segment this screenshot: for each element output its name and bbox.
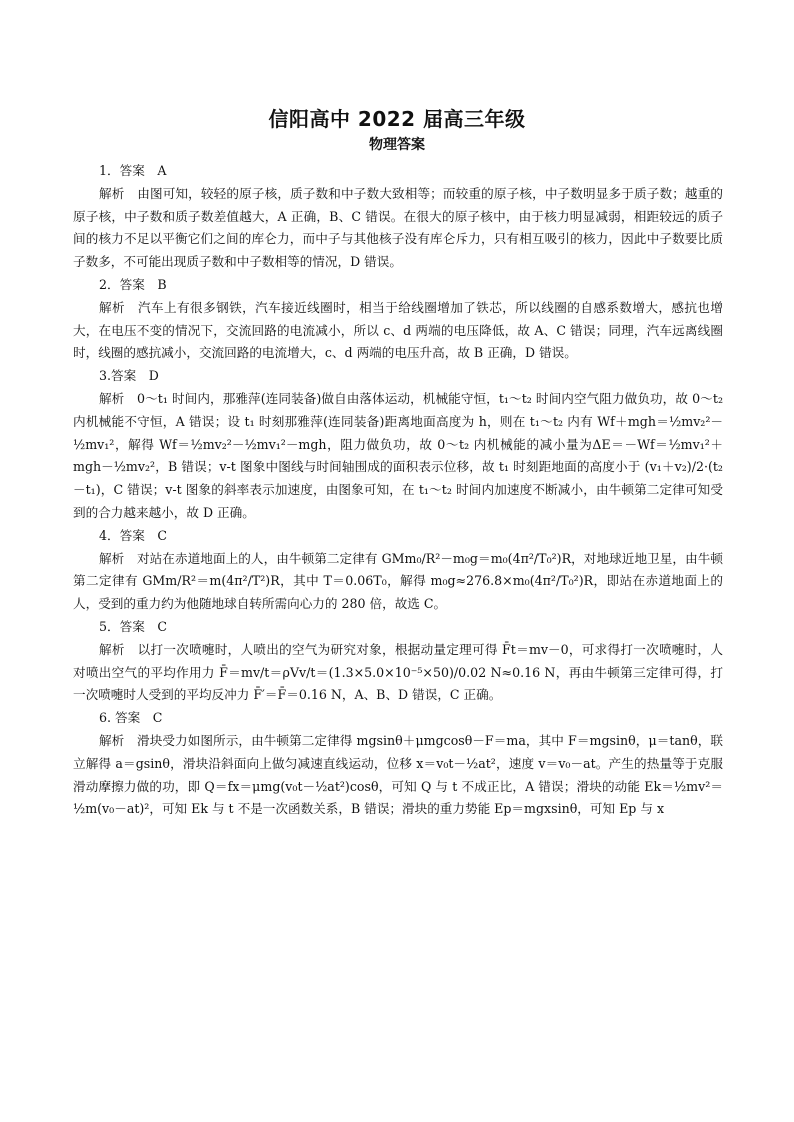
q6-explanation: 解析 滑块受力如图所示，由牛顿第二定律得 mgsinθ＋μmgcosθ－F＝ma，其中 F＝mgsinθ，μ＝tanθ，联立解得 a＝gsinθ，滑块沿斜面向上做匀减速直线运动，位移 x＝v₀t－½at²，速度 v＝v₀－at。产生的热量等于克服滑动摩擦力做的功，即 Q＝fx＝μmg(v₀t－½at²)cosθ，可知 Q 与 t 不成正比，A 错误；滑块的动能 Ek＝½mv²＝½m(v₀－at)²，可知 Ek 与 t 不是一次函数关系，B 错误；滑块的重力势能 Ep＝mgxsinθ，可知 Ep 与 x (73, 732, 723, 817)
q1-explanation: 解析 由图可知，较轻的原子核，质子数和中子数大致相等；而较重的原子核，中子数明显多于质子数；越重的原子核，中子数和质子数差值越大，A 正确，B、C 错误。在很大的原子核中，由于核力明显减弱，相距较远的质子间的核力不足以平衡它们之间的库仑力，而中子与其他核子没有库仑斥力，只有相互吸引的核力，因此中子数要比质子数多，不可能出现质子数和中子数相等的情况，D 错误。 (73, 185, 723, 270)
q1-answer: 1．答案 A (99, 163, 167, 178)
answer-body (73, 160, 723, 821)
q6-answer: 6. 答案 C (99, 710, 163, 726)
q4-answer: 4．答案 C (99, 527, 168, 543)
q5-answer: 5．答案 C (99, 618, 168, 634)
q3-explanation: 解析 0～t₁ 时间内，那雅萍(连同装备)做自由落体运动，机械能守恒，t₁～t₂ 时间内空气阻力做负功，故 0～t₂ 内机械能不守恒，A 错误；设 t₁ 时刻那雅萍(连同装备)距离地面高度为 h，则在 t₁～t₂ 内有 Wf＋mgh＝½mv₂²－½mv₁²，解得 Wf＝½mv₂²－½mv₁²－mgh，阻力做负功，故 0～t₂ 内机械能的减小量为ΔE＝－Wf＝½mv₁²＋mgh－½mv₂²，B 错误；v-t 图象中图线与时间轴围成的面积表示位移，故 t₁ 时刻距地面的高度小于 (v₁＋v₂)/2·(t₂－t₁)，C 错误；v-t 图象的斜率表示加速度，由图象可知，在 t₁～t₂ 时间内加速度不断减小，由牛顿第二定律可知受到的合力越来越小，故 D 正确。 (73, 390, 723, 520)
page-title: 信阳高中 2022 届高三年级 (268, 107, 526, 131)
q2-explanation: 解析 汽车上有很多钢铁，汽车接近线圈时，相当于给线圈增加了铁芯，所以线圈的自感系数增大，感抗也增大，在电压不变的情况下，交流回路的电流减小，所以 c、d 两端的电压降低，故 A、C 错误；同理，汽车远离线圈时，线圈的感抗减小，交流回路的电流增大，c、d 两端的电压升高，故 B 正确，D 错误。 (73, 299, 723, 361)
q3-answer: 3.答案 D (99, 368, 159, 384)
q5-explanation: 解析 以打一次喷嚏时，人喷出的空气为研究对象，根据动量定理可得 F̄t＝mv－0，可求得打一次喷嚏时，人对喷出空气的平均作用力 F̄＝mv/t＝ρVv/t＝(1.3×5.0×10⁻⁵×50)/0.02 N≈0.16 N，再由牛顿第三定律可得，打一次喷嚏时人受到的平均反冲力 F̄′＝F̄＝0.16 N，A、B、D 错误，C 正确。 (73, 641, 723, 703)
q4-explanation: 解析 对站在赤道地面上的人，由牛顿第二定律有 GMm₀/R²－m₀g＝m₀(4π²/T₀²)R，对地球近地卫星，由牛顿第二定律有 GMm/R²＝m(4π²/T²)R，其中 T＝0.06T₀，解得 m₀g≈276.8×m₀(4π²/T₀²)R，即站在赤道地面上的人，受到的重力约为他随地球自转所需向心力的 280 倍，故选 C。 (73, 550, 723, 612)
q2-answer: 2．答案 B (99, 276, 167, 292)
page-subtitle: 物理答案 (369, 137, 425, 153)
